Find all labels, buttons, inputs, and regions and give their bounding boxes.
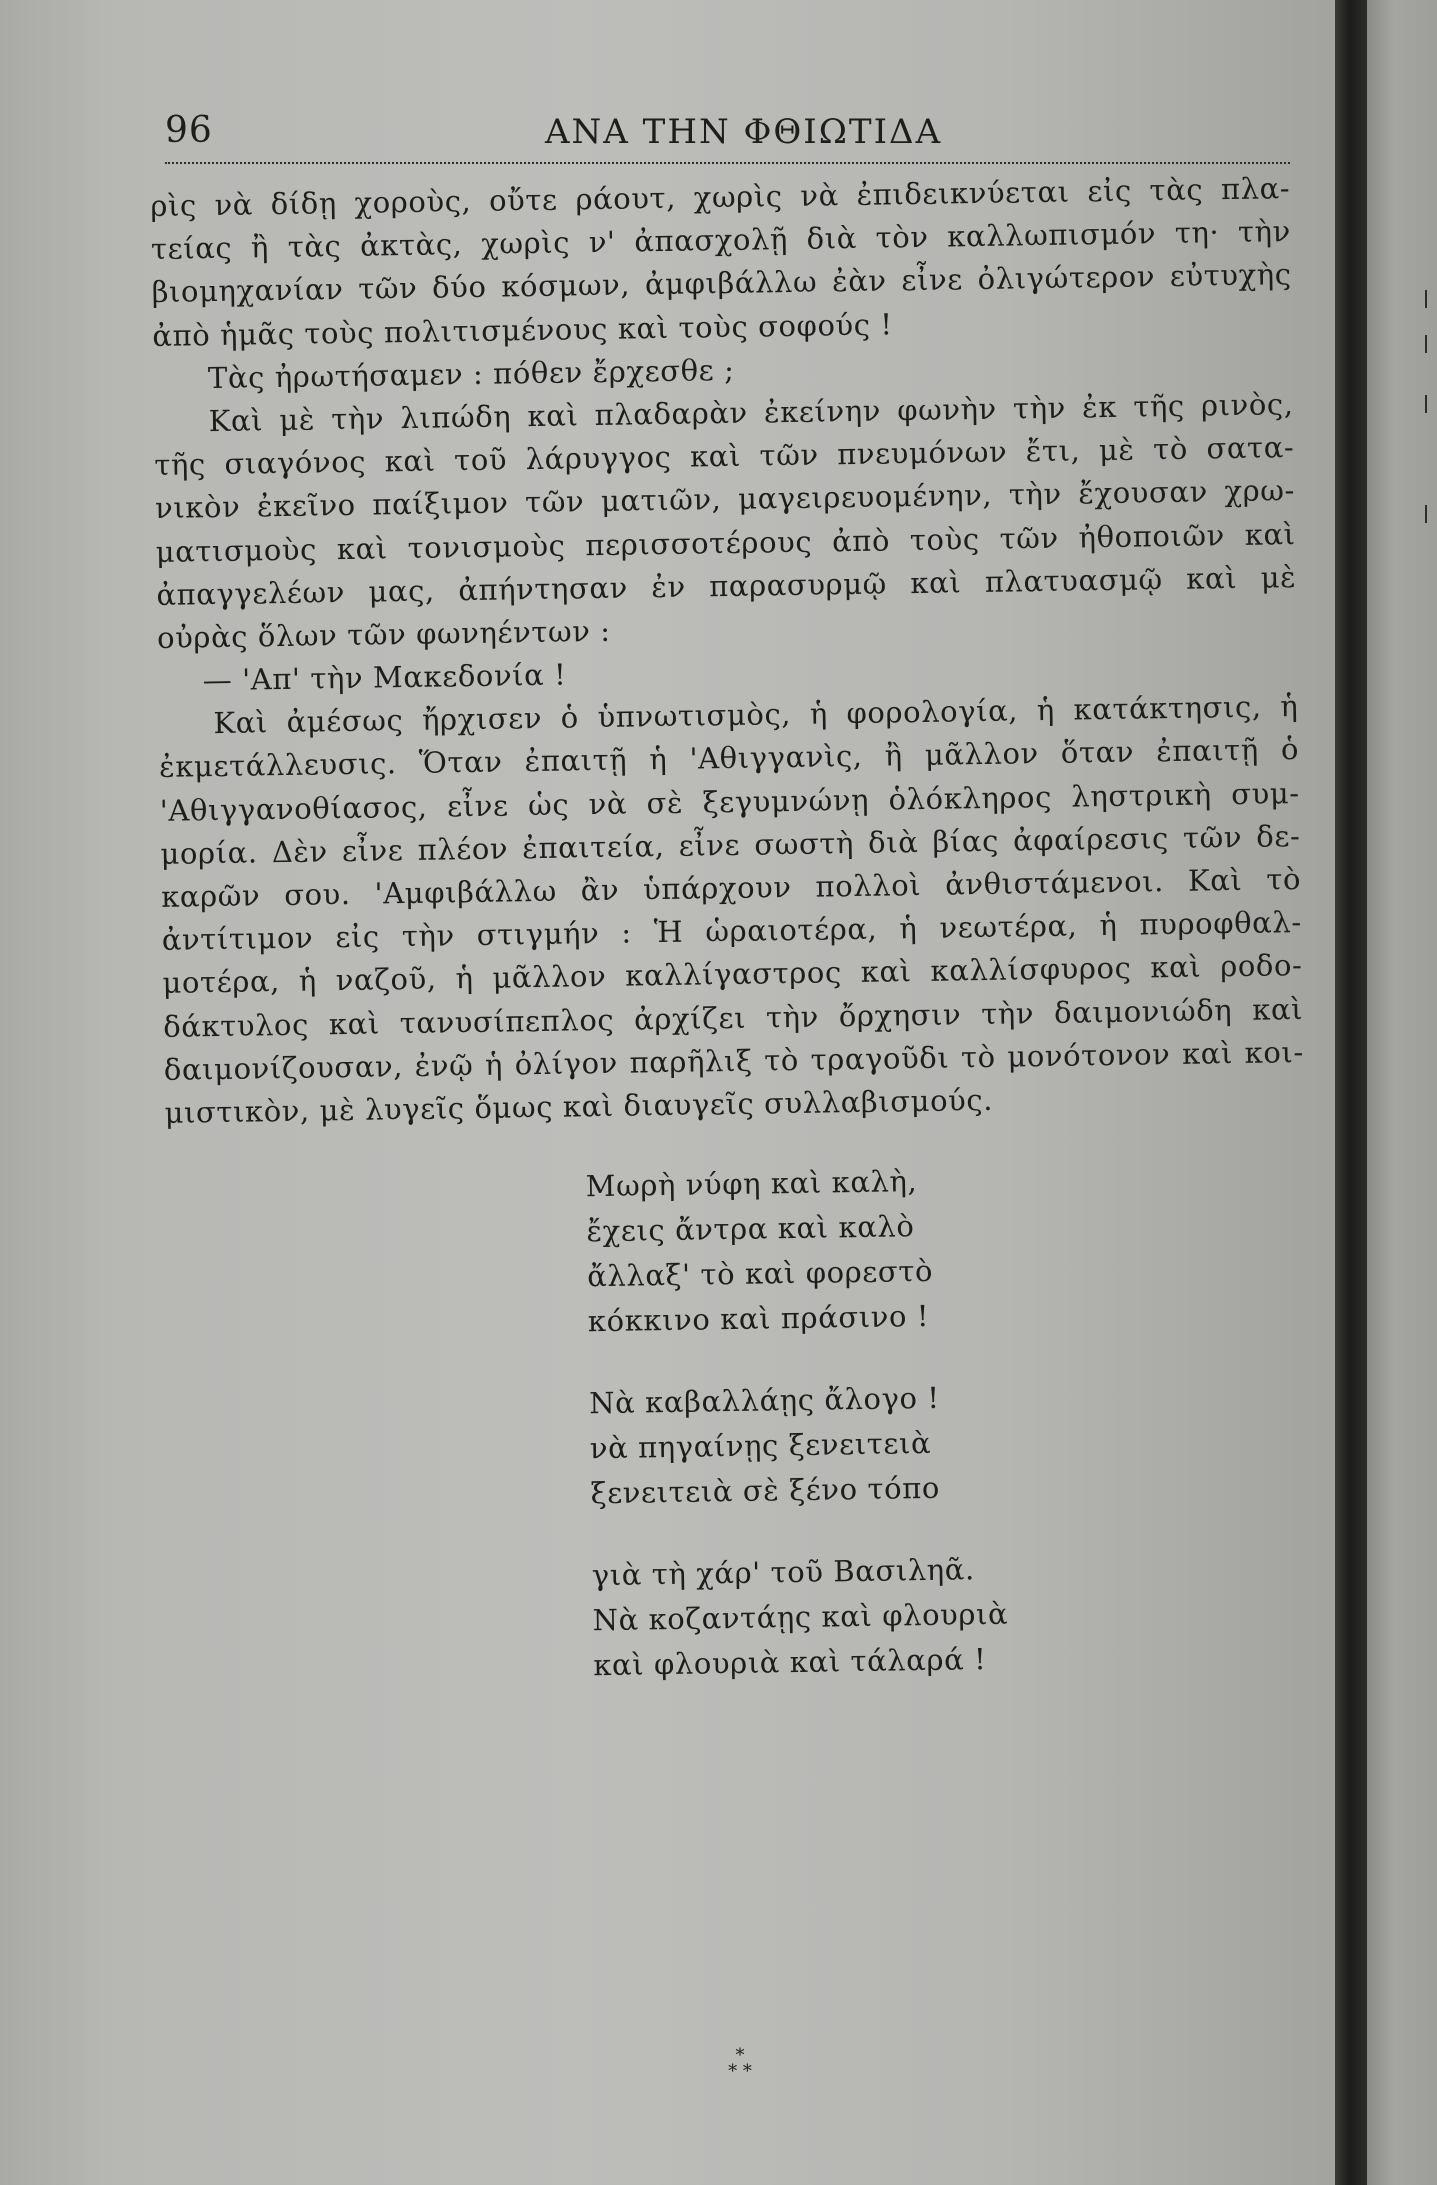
- running-title: ΑΝΑ ΤΗΝ ΦΘΙΩΤΙΔΑ: [545, 112, 943, 152]
- text-line: 'Αθιγγανοθίασος, εἶνε ὡς νὰ σὲ ξεγυμνώνῃ ὁλόκληρος ληστρικὴ συμ-: [159, 775, 1300, 828]
- verse-line: Νὰ κοζαντάῃς καὶ φλουριὰ: [592, 1596, 1009, 1638]
- text-line: μοτέρα, ἡ ναζοῦ, ἡ μᾶλλον καλλίγαστρος καὶ καλλίσφυρος καὶ ροδο-: [162, 948, 1303, 1001]
- stanza: [585, 1155, 1318, 1341]
- verse-line: νὰ πηγαίνῃς ξενειτειὰ: [589, 1425, 932, 1466]
- text-line: ρὶς νὰ δίδῃ χοροὺς, οὔτε ράουτ, χωρὶς νὰ ἐπιδεικνύεται εἰς τὰς πλα-: [150, 171, 1291, 223]
- text-line: μορία. Δὲν εἶνε πλέον ἐπαιτεία, εἶνε σωστὴ διὰ βίας ἀφαίρεσις τῶν δε-: [160, 818, 1301, 871]
- text-line: δάκτυλος καὶ τανυσίπεπλος ἀρχίζει τὴν ὄρχησιν τὴν δαιμονιώδη καὶ: [162, 991, 1304, 1044]
- verse-line: ἄλλαξ' τὸ καὶ φορεστὸ: [586, 1253, 934, 1294]
- verse-line: κόκκινο καὶ πράσινο !: [587, 1298, 930, 1339]
- text-line: ματισμοὺς καὶ τονισμοὺς περισσοτέρους ἀπὸ τοὺς τῶν ἠθοποιῶν καὶ: [155, 516, 1296, 569]
- book-page: [150, 100, 1305, 1734]
- text-line: νικὸν ἐκεῖνο παίξιμον τῶν ματιῶν, μαγειρευομένην, τὴν ἔχουσαν χρω-: [154, 473, 1296, 526]
- text-line: τείας ἢ τὰς ἀκτὰς, χωρὶς ν' ἀπασχολῇ διὰ τὸν καλλωπισμόν τη· τὴν: [150, 214, 1292, 267]
- asterism-top: *: [735, 2045, 745, 2066]
- stanza: [589, 1372, 1321, 1513]
- verse-line: καὶ φλουριὰ καὶ τάλαρά !: [593, 1641, 987, 1683]
- section-break-asterism: [710, 2045, 770, 2082]
- stanza: [592, 1544, 1324, 1685]
- verse-line: γιὰ τὴ χάρ' τοῦ Βασιληᾶ.: [591, 1552, 976, 1593]
- folk-song-verse: [585, 1155, 1323, 1685]
- book-spine-shadow: [1335, 0, 1367, 2185]
- verse-line: ξενειτειὰ σὲ ξένο τόπο: [590, 1470, 941, 1511]
- text-line: δαιμονίζουσαν, ἐνῷ ἡ ὀλίγον παρῆλιξ τὸ τραγοῦδι τὸ μονότονον καὶ κοι-: [163, 1034, 1305, 1087]
- text-line: οὐρὰς ὅλων τῶν φωνηέντων :: [156, 613, 611, 655]
- text-line: τῆς σιαγόνος καὶ τοῦ λάρυγγος καὶ τῶν πνευμόνων ἔτι, μὲ τὸ σατα-: [154, 430, 1295, 483]
- page-header: [165, 100, 1290, 164]
- text-line: μιστικὸν, μὲ λυγεῖς ὅμως καὶ διαυγεῖς συλλαβισμούς.: [164, 1082, 994, 1130]
- paragraph: [150, 168, 1303, 356]
- paragraph: [153, 384, 1307, 658]
- facing-page-edge: [1367, 0, 1437, 2185]
- verse-line: Νὰ καβαλλάῃς ἄλογο !: [588, 1380, 940, 1421]
- asterism-bottom: * *: [728, 2061, 752, 2082]
- text-line: βιομηχανίαν τῶν δύο κόσμων, ἀμφιβάλλω ἐὰν εἶνε ὀλιγώτερον εὐτυχὴς: [151, 257, 1292, 310]
- text-line: ἀπαγγελέων μας, ἀπήντησαν ἐν παρασυρμῷ καὶ πλατυασμῷ καὶ μὲ: [156, 559, 1297, 612]
- text-line: — 'Απ' τὴν Μακεδονία !: [202, 657, 567, 698]
- text-line: ἀντίτιμον εἰς τὴν στιγμήν : Ἡ ὡραιοτέρα, ἡ νεωτέρα, ἡ πυροφθαλ-: [161, 905, 1302, 958]
- page-number: 96: [165, 110, 213, 151]
- text-line: ἐκμετάλλευσις. Ὅταν ἐπαιτῇ ἡ 'Αθιγγανὶς, ἢ μᾶλλον ὅταν ἐπαιτῇ ὁ: [158, 732, 1300, 785]
- text-line: ἀπὸ ἡμᾶς τοὺς πολιτισμένους καὶ τοὺς σοφούς !: [152, 306, 893, 353]
- text-line: Τὰς ἠρωτήσαμεν : πόθεν ἔρχεσθε ;: [207, 352, 735, 395]
- verse-line: Μωρὴ νύφη καὶ καλὴ,: [585, 1164, 918, 1204]
- text-line: καρῶν σου. 'Αμφιβάλλω ἂν ὑπάρχουν πολλοὶ ἀνθιστάμενοι. Καὶ τὸ: [160, 862, 1302, 914]
- verse-line: ἔχεις ἄντρα καὶ καλὸ: [586, 1209, 915, 1249]
- body-text: [150, 168, 1324, 1692]
- paragraph: [158, 686, 1315, 1133]
- text-line: Καὶ ἀμέσως ἤρχισεν ὁ ὑπνωτισμὸς, ἡ φορολογία, ἡ κατάκτησις, ἡ: [213, 689, 1299, 741]
- text-line: Καὶ μὲ τὴν λιπώδη καὶ πλαδαρὰν ἐκείνην φωνὴν τὴν ἐκ τῆς ρινὸς,: [208, 387, 1294, 439]
